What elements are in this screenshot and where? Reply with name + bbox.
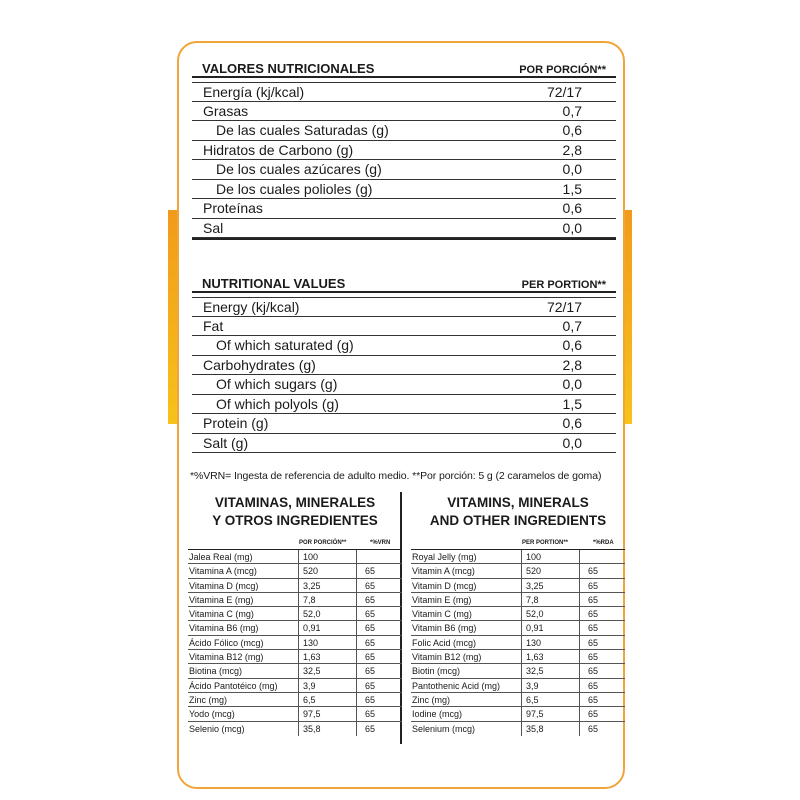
percent-value: 65: [579, 593, 598, 606]
percent-value: 65: [356, 722, 375, 736]
row-value: 1,5: [562, 180, 582, 197]
table-row: [192, 180, 616, 200]
portion-value: 3,25: [298, 579, 321, 592]
percent-value: 65: [356, 593, 375, 606]
table-row: [192, 336, 616, 356]
percent-value: [579, 550, 588, 563]
col-portion-label: POR PORCIÓN**: [299, 540, 347, 546]
table-row: [188, 722, 402, 736]
row-value: 72/17: [546, 84, 582, 100]
nutrition-table-es: [192, 56, 616, 240]
col-percent-label: *%RDA: [593, 540, 614, 546]
portion-value: 97,5: [298, 707, 321, 720]
row-value: 0,0: [562, 219, 582, 236]
row-value: 2,8: [562, 141, 582, 158]
nutrient-name: Vitamin B12 (mg): [412, 652, 482, 663]
nutrition-table-en: [192, 271, 616, 453]
nutrient-name: Biotina (mcg): [189, 666, 243, 677]
row-value: 0,6: [562, 337, 582, 353]
row-label: Carbohydrates (g): [203, 356, 316, 373]
nutrient-name: Folic Acid (mcg): [412, 637, 477, 648]
portion-value: 130: [298, 636, 318, 649]
nutrient-name: Biotin (mcg): [412, 666, 461, 677]
table-row: [188, 707, 402, 721]
portion-value: 35,8: [298, 722, 321, 736]
nutrient-name: Vitamin B6 (mg): [412, 623, 477, 634]
row-label: De los cuales azúcares (g): [216, 161, 382, 177]
row-value: 72/17: [546, 299, 582, 315]
percent-value: 65: [356, 579, 375, 592]
row-value: 0,7: [562, 102, 582, 119]
row-label: Hidratos de Carbono (g): [203, 141, 354, 158]
header-portion: POR PORCIÓN**: [519, 64, 606, 76]
row-label: Protein (g): [203, 415, 269, 431]
nutrient-name: Iodine (mcg): [412, 709, 463, 720]
table-row: [188, 564, 402, 578]
table-row: [411, 693, 625, 707]
portion-value: 97,5: [521, 707, 544, 720]
row-label: Grasas: [203, 102, 249, 119]
nutrient-name: Ácido Fólico (mcg): [189, 637, 264, 648]
portion-value: 6,5: [521, 693, 539, 706]
vitamins-table-en: [411, 494, 625, 736]
table-row: [192, 160, 616, 180]
nutrient-name: Ácido Pantotéico (mg): [189, 680, 278, 691]
row-value: 1,5: [562, 395, 582, 412]
portion-value: 3,25: [521, 579, 544, 592]
nutrient-name: Vitamina C (mg): [189, 609, 254, 620]
percent-value: 65: [579, 621, 598, 634]
table-row: [192, 414, 616, 434]
nutrient-name: Vitamina B6 (mg): [189, 623, 259, 634]
col-percent-label: *%VRN: [370, 540, 391, 546]
table-row: [411, 636, 625, 650]
row-label: Salt (g): [203, 434, 249, 451]
portion-value: 7,8: [298, 593, 316, 606]
table-row: [411, 593, 625, 607]
nutrient-name: Yodo (mcg): [189, 709, 235, 720]
portion-value: 35,8: [521, 722, 544, 736]
table-row: [192, 102, 616, 122]
table-row: [192, 141, 616, 161]
percent-value: 65: [579, 579, 598, 592]
nutrient-name: Zinc (mg): [412, 694, 450, 705]
vitamins-title: [411, 494, 625, 538]
percent-value: 65: [356, 650, 375, 663]
percent-value: 65: [356, 564, 375, 577]
nutrient-name: Jalea Real (mg): [189, 552, 253, 562]
vitamins-title: [188, 494, 402, 538]
portion-value: 7,8: [521, 593, 539, 606]
table-row: [192, 356, 616, 376]
table-row: [188, 593, 402, 607]
header-title: VALORES NUTRICIONALES: [202, 61, 375, 76]
nutrient-name: Vitamina E (mg): [189, 594, 254, 605]
row-label: Fat: [203, 317, 224, 334]
footnote: *%VRN= Ingesta de referencia de adulto medio. **Por porción: 5 g (2 caramelos de goma): [190, 470, 602, 482]
row-label: De las cuales Saturadas (g): [216, 122, 389, 138]
portion-value: 6,5: [298, 693, 316, 706]
vitamins-table-es: [188, 494, 402, 736]
portion-value: 0,91: [298, 621, 321, 634]
nutrient-name: Selenio (mcg): [189, 723, 245, 734]
portion-value: 100: [298, 550, 318, 563]
col-portion-label: PER PORTION**: [522, 540, 569, 546]
portion-value: 520: [298, 564, 318, 577]
table-header: [192, 271, 616, 293]
header-portion: PER PORTION**: [521, 279, 606, 291]
percent-value: 65: [356, 664, 375, 677]
percent-value: 65: [579, 664, 598, 677]
table-row: [192, 297, 616, 317]
row-label: Of which polyols (g): [216, 395, 339, 412]
row-value: 0,0: [562, 434, 582, 451]
row-value: 0,0: [562, 376, 582, 392]
percent-value: 65: [356, 679, 375, 692]
table-row: [411, 607, 625, 621]
percent-value: 65: [356, 607, 375, 620]
header-title: NUTRITIONAL VALUES: [202, 276, 346, 291]
row-label: Energía (kj/kcal): [203, 84, 305, 100]
table-row: [188, 679, 402, 693]
percent-value: 65: [356, 693, 375, 706]
column-subheader: [188, 538, 402, 550]
row-label: Of which sugars (g): [216, 376, 338, 392]
table-row: [192, 199, 616, 219]
nutrient-name: Vitamin A (mcg): [412, 566, 475, 577]
portion-value: 32,5: [298, 664, 321, 677]
table-row: [188, 693, 402, 707]
portion-value: 130: [521, 636, 541, 649]
portion-value: 52,0: [521, 607, 544, 620]
table-header: [192, 56, 616, 78]
title-line: VITAMINS, MINERALS: [447, 495, 589, 510]
nutrient-name: Vitamin D (mcg): [412, 580, 477, 591]
nutrient-name: Royal Jelly (mg): [412, 552, 477, 562]
nutrient-name: Zinc (mg): [189, 694, 227, 705]
table-row: [192, 317, 616, 337]
portion-value: 100: [521, 550, 541, 563]
portion-value: 0,91: [521, 621, 544, 634]
table-row: [411, 707, 625, 721]
row-value: 0,0: [562, 161, 582, 177]
portion-value: 520: [521, 564, 541, 577]
table-row: [192, 395, 616, 415]
table-row: [411, 722, 625, 736]
table-row: [188, 621, 402, 635]
table-row: [411, 564, 625, 578]
row-value: 0,6: [562, 415, 582, 431]
percent-value: 65: [579, 722, 598, 736]
table-row: [192, 434, 616, 454]
title-line: VITAMINAS, MINERALES: [214, 495, 376, 510]
row-value: 0,6: [562, 200, 582, 216]
row-label: Sal: [203, 219, 224, 236]
nutrient-name: Vitamina D (mcg): [189, 580, 259, 591]
nutrient-name: Pantothenic Acid (mg): [412, 680, 501, 691]
percent-value: 65: [579, 693, 598, 706]
portion-value: 52,0: [298, 607, 321, 620]
table-row: [411, 650, 625, 664]
portion-value: 32,5: [521, 664, 544, 677]
row-label: Energy (kj/kcal): [203, 299, 300, 315]
portion-value: 1,63: [298, 650, 321, 663]
table-row: [188, 579, 402, 593]
column-subheader: [411, 538, 625, 550]
table-row: [192, 219, 616, 239]
nutrient-name: Vitamina A (mcg): [189, 566, 257, 577]
table-row: [188, 636, 402, 650]
percent-value: 65: [356, 707, 375, 720]
table-row: [411, 664, 625, 678]
row-label: Of which saturated (g): [216, 337, 354, 353]
percent-value: 65: [579, 636, 598, 649]
percent-value: [356, 550, 365, 563]
row-label: Proteínas: [203, 200, 263, 216]
table-row: [188, 664, 402, 678]
title-line: AND OTHER INGREDIENTS: [429, 513, 607, 528]
percent-value: 65: [356, 636, 375, 649]
table-row: [411, 621, 625, 635]
nutrient-name: Vitamin E (mg): [412, 594, 472, 605]
table-row: [192, 121, 616, 141]
table-row: [188, 607, 402, 621]
table-row: [411, 579, 625, 593]
row-value: 0,7: [562, 317, 582, 334]
percent-value: 65: [579, 707, 598, 720]
nutrient-name: Selenium (mcg): [412, 723, 476, 734]
table-row: [192, 82, 616, 102]
table-row: [188, 550, 402, 564]
portion-value: 3,9: [298, 679, 316, 692]
table-row: [192, 375, 616, 395]
table-row: [188, 650, 402, 664]
percent-value: 65: [579, 564, 598, 577]
nutrient-name: Vitamin C (mg): [412, 609, 472, 620]
portion-value: 3,9: [521, 679, 539, 692]
table-row: [411, 679, 625, 693]
portion-value: 1,63: [521, 650, 544, 663]
row-value: 2,8: [562, 356, 582, 373]
table-row: [411, 550, 625, 564]
title-line: Y OTROS INGREDIENTES: [212, 513, 378, 528]
percent-value: 65: [579, 650, 598, 663]
percent-value: 65: [579, 679, 598, 692]
row-value: 0,6: [562, 122, 582, 138]
percent-value: 65: [579, 607, 598, 620]
row-label: De los cuales polioles (g): [216, 180, 373, 197]
nutrient-name: Vitamina B12 (mg): [189, 652, 264, 663]
percent-value: 65: [356, 621, 375, 634]
